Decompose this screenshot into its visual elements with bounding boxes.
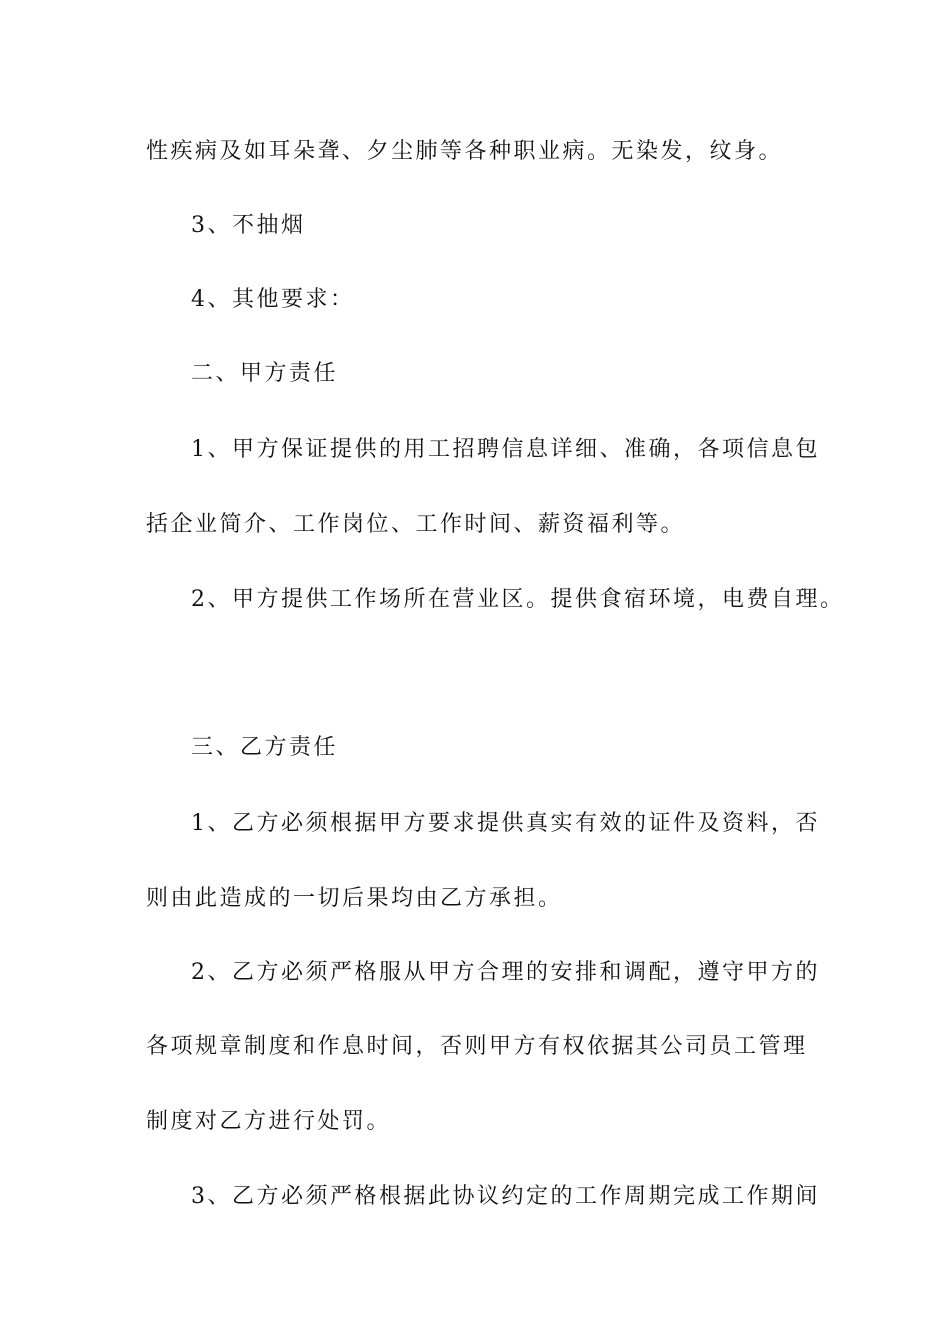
text-line: 1、乙方必须根据甲方要求提供真实有效的证件及资料，否 <box>191 811 820 836</box>
text-line: 3、乙方必须严格根据此协议约定的工作周期完成工作期间 <box>191 1184 820 1209</box>
text-line: 制度对乙方进行处罚。 <box>146 1109 392 1134</box>
text-line: 1、甲方保证提供的用工招聘信息详细、准确，各项信息包 <box>191 437 820 462</box>
section-heading: 三、乙方责任 <box>191 735 339 760</box>
text-line: 3、不抽烟 <box>191 213 306 238</box>
text-line: 则由此造成的一切后果均由乙方承担。 <box>146 886 563 911</box>
text-line: 2、乙方必须严格服从甲方合理的安排和调配，遵守甲方的 <box>191 960 820 985</box>
text-line: 性疾病及如耳朵聋、夕尘肺等各种职业病。无染发，纹身。 <box>146 139 784 164</box>
text-line: 括企业简介、工作岗位、工作时间、薪资福利等。 <box>146 512 686 537</box>
text-line: 各项规章制度和作息时间，否则甲方有权依据其公司员工管理 <box>146 1034 808 1059</box>
text-line: 4、其他要求： <box>191 287 355 312</box>
section-heading: 二、甲方责任 <box>191 361 339 386</box>
text-line: 2、甲方提供工作场所在营业区。提供食宿环境，电费自理。 <box>191 587 845 612</box>
